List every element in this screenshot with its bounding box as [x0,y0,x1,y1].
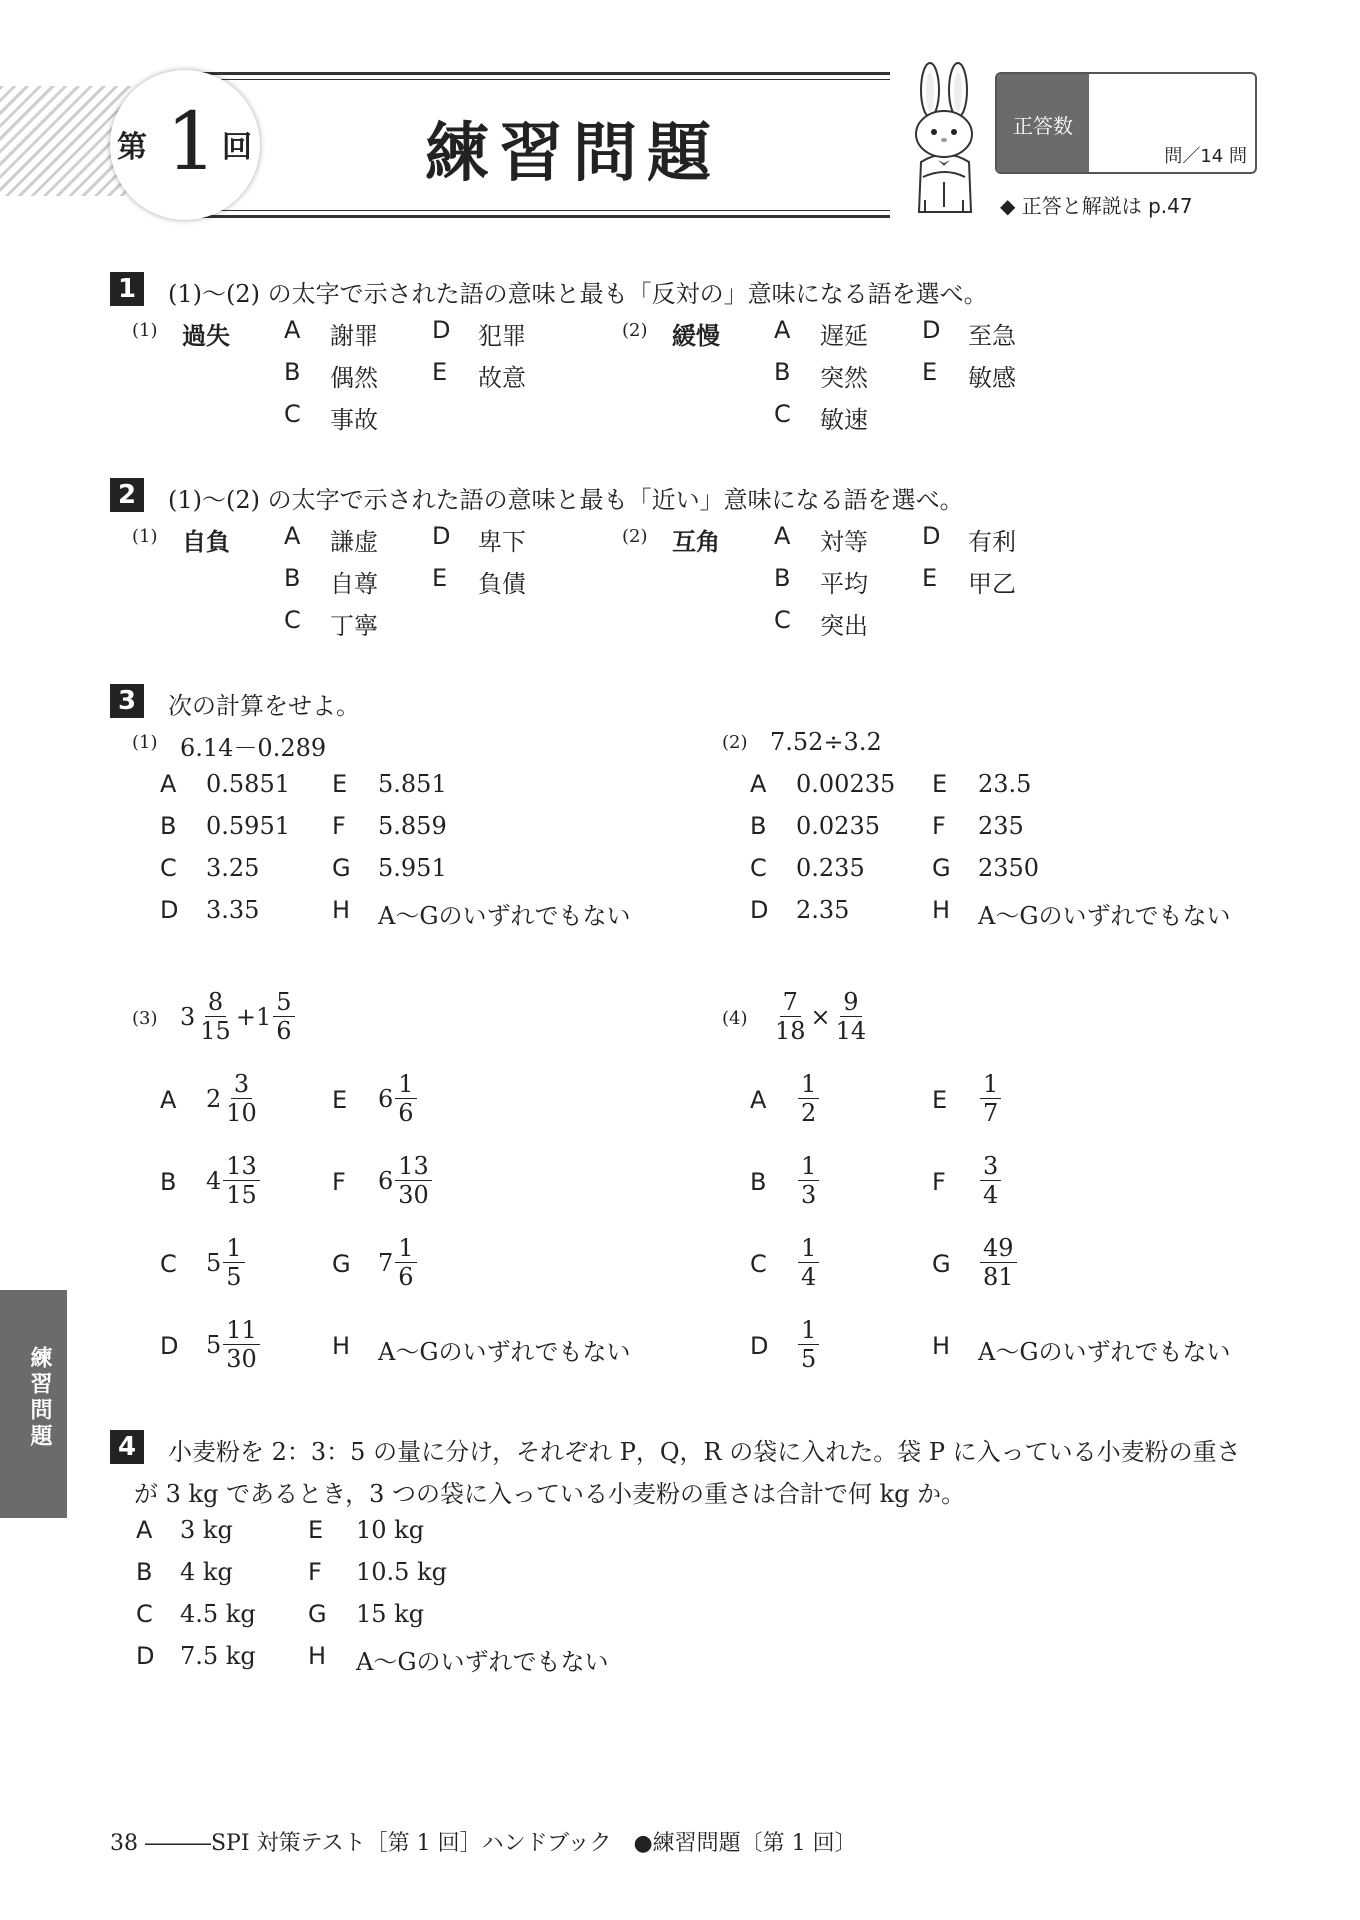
question-number-2: 2 [110,478,144,512]
option-text: A～Gのいずれでもない [378,902,631,930]
option-text: 遅延 [820,322,868,350]
numerator: 13 [223,1152,260,1181]
numerator: 1 [395,1234,416,1263]
option-text: 3.35 [206,896,260,924]
numerator: 1 [395,1070,416,1099]
option-letter: E [308,1516,324,1544]
option-letter: G [932,1250,951,1278]
option-letter: A [750,1086,767,1114]
option-letter: B [750,812,767,840]
option-text: 自尊 [330,570,378,598]
numerator: 11 [223,1316,260,1345]
option-fraction [978,1070,1003,1127]
fraction [223,1234,244,1291]
denominator: 30 [398,1181,429,1209]
fraction [980,1152,1001,1209]
option-mixed-fraction [206,1070,262,1127]
option-letter: C [750,854,767,882]
option-letter: H [932,896,951,924]
option-letter: B [160,1168,177,1196]
numerator: 3 [231,1070,252,1099]
option-letter: G [308,1600,327,1628]
page-title: 練習問題 [425,116,721,191]
option-letter: C [774,606,791,634]
denominator: 14 [835,1017,867,1045]
option-fraction [796,1316,821,1373]
fraction [980,1234,1017,1291]
denominator: 7 [983,1099,999,1127]
option-letter: B [774,564,791,592]
whole: 7 [378,1248,394,1277]
q3-sub3-expression [180,988,297,1045]
option-letter: G [332,854,351,882]
option-text: A～Gのいずれでもない [978,1338,1231,1366]
q1-sub2-word: 緩慢 [672,322,720,350]
q3-sub4-expression [770,988,871,1045]
option-letter: F [932,1168,946,1196]
option-text: 突然 [820,364,868,392]
fraction [798,1234,819,1291]
option-fraction [978,1234,1019,1291]
option-text: 丁寧 [330,612,378,640]
fraction [798,1152,819,1209]
option-text: 敏感 [968,364,1016,392]
option-text: A～Gのいずれでもない [378,1338,631,1366]
numerator: 7 [780,988,801,1017]
option-letter: B [284,564,301,592]
q2-sub1-label: (1) [132,526,158,547]
option-text: 10 kg [356,1516,425,1544]
question-number-3: 3 [110,684,144,718]
option-letter: C [160,854,177,882]
whole: 4 [206,1166,222,1195]
answer-reference: ◆ 正答と解説は p.47 [1000,194,1193,218]
question-3-instruction: 次の計算をせよ。 [168,692,360,720]
option-text: 3.25 [206,854,260,882]
option-text: 0.00235 [796,770,896,798]
option-mixed-fraction [378,1234,419,1291]
option-mixed-fraction [206,1316,262,1373]
option-text: 5.859 [378,812,447,840]
option-text: 偶然 [330,364,378,392]
denominator: 4 [801,1263,817,1291]
option-letter: F [932,812,946,840]
option-letter: C [774,400,791,428]
option-letter: F [308,1558,322,1586]
numerator: 8 [205,988,226,1017]
option-text: 有利 [968,528,1016,556]
option-letter: E [432,564,448,592]
round-suffix: 回 [222,130,252,165]
option-letter: H [332,1332,351,1360]
option-fraction [796,1070,821,1127]
option-letter: B [750,1168,767,1196]
expr-fraction [197,988,234,1045]
option-mixed-fraction [378,1152,434,1209]
numerator: 5 [273,988,294,1017]
option-letter: E [932,1086,948,1114]
fraction [798,1070,819,1127]
denominator: 18 [775,1017,806,1045]
fraction [798,1316,819,1373]
page-footer: 38 ―――SPI 対策テスト［第 1 回］ハンドブック ●練習問題〔第 1 回〕 [110,1831,857,1856]
option-letter: A [774,316,791,344]
option-text: 卑下 [478,528,526,556]
option-letter: B [136,1558,153,1586]
option-mixed-fraction [206,1234,247,1291]
option-letter: A [160,770,177,798]
option-fraction [796,1234,821,1291]
option-letter: B [160,812,177,840]
q2-sub2-label: (2) [622,526,648,547]
question-number-4: 4 [110,1430,144,1464]
option-letter: D [922,522,941,550]
option-letter: D [160,896,179,924]
denominator: 3 [801,1181,817,1209]
option-text: 235 [978,812,1024,840]
numerator: 13 [395,1152,432,1181]
question-4-text-line1: 小麦粉を 2：3：5 の量に分け，それぞれ P，Q，R の袋に入れた。袋 P に入っている小麦粉の重さ [168,1438,1241,1466]
option-text: 敏速 [820,406,868,434]
option-letter: D [136,1642,155,1670]
option-text: 10.5 kg [356,1558,447,1586]
denominator: 2 [801,1099,817,1127]
score-label: 正答数 [997,74,1089,172]
option-mixed-fraction [206,1152,262,1209]
whole: 6 [378,1166,394,1195]
option-letter: H [308,1642,327,1670]
option-text: 対等 [820,528,868,556]
fraction [980,1070,1001,1127]
q2-sub1-word: 自負 [182,528,230,556]
fraction [395,1070,416,1127]
whole: 6 [378,1084,394,1113]
denominator: 4 [983,1181,999,1209]
fraction [395,1234,416,1291]
option-text: 4 kg [180,1558,233,1586]
option-letter: D [750,1332,769,1360]
numerator: 1 [798,1152,819,1181]
expr-fraction [772,988,809,1045]
denominator: 10 [226,1099,257,1127]
question-2-instruction: (1)～(2) の太字で示された語の意味と最も「近い」意味になる語を選べ。 [168,486,964,514]
option-mixed-fraction [378,1070,419,1127]
option-letter: D [922,316,941,344]
option-letter: H [332,896,351,924]
option-letter: A [750,770,767,798]
numerator: 1 [798,1070,819,1099]
option-letter: E [922,358,938,386]
q3-sub1-expression: 6.14－0.289 [180,734,327,762]
option-text: 5.951 [378,854,447,882]
option-text: 23.5 [978,770,1032,798]
q2-sub2-word: 互角 [672,528,720,556]
option-letter: A [160,1086,177,1114]
expr-operator: × [810,1002,831,1031]
option-text: 7.5 kg [180,1642,256,1670]
whole: 5 [206,1330,222,1359]
option-letter: F [332,1168,346,1196]
round-number: 1 [166,95,217,188]
numerator: 1 [980,1070,1001,1099]
q3-sub4-label: (4) [722,1008,748,1029]
option-letter: E [932,770,948,798]
option-text: 0.5951 [206,812,290,840]
numerator: 9 [840,988,861,1017]
whole: 2 [206,1084,222,1113]
option-letter: E [922,564,938,592]
q1-sub2-label: (2) [622,320,648,341]
rabbit-mascot-icon [905,62,985,217]
option-text: 突出 [820,612,868,640]
option-text: 5.851 [378,770,447,798]
numerator: 1 [798,1316,819,1345]
numerator: 49 [980,1234,1017,1263]
option-letter: G [932,854,951,882]
expr-whole: 3 [180,1002,196,1031]
score-box [995,72,1257,174]
fraction [223,1152,260,1209]
option-text: 負債 [478,570,526,598]
q1-sub1-word: 過失 [182,322,230,350]
option-letter: A [774,522,791,550]
option-text: 4.5 kg [180,1600,256,1628]
option-fraction [978,1152,1003,1209]
option-letter: C [136,1600,153,1628]
denominator: 6 [398,1263,414,1291]
option-letter: B [774,358,791,386]
option-text: 2350 [978,854,1040,882]
option-letter: A [136,1516,153,1544]
option-text: A～Gのいずれでもない [978,902,1231,930]
option-letter: D [160,1332,179,1360]
option-text: 故意 [478,364,526,392]
option-text: 謙虚 [330,528,378,556]
option-text: 至急 [968,322,1016,350]
option-text: 0.235 [796,854,865,882]
question-number-1: 1 [110,272,144,306]
expr-fraction [833,988,870,1045]
expr-fraction [273,988,294,1045]
fraction [395,1152,432,1209]
denominator: 15 [226,1181,257,1209]
numerator: 1 [798,1234,819,1263]
option-letter: E [432,358,448,386]
question-4-text-line2: が 3 kg であるとき，3 つの袋に入っている小麦粉の重さは合計で何 kg か。 [134,1480,966,1508]
option-text: 謝罪 [330,322,378,350]
option-fraction [796,1152,821,1209]
option-letter: G [332,1250,351,1278]
option-letter: D [750,896,769,924]
denominator: 30 [226,1345,257,1373]
option-text: 0.0235 [796,812,880,840]
option-letter: F [332,812,346,840]
denominator: 6 [276,1017,292,1045]
q3-sub1-label: (1) [132,732,158,753]
denominator: 15 [200,1017,231,1045]
option-letter: A [284,522,301,550]
expr-operator: + [235,1002,256,1031]
option-text: 甲乙 [968,570,1016,598]
expr-whole: 1 [255,1002,272,1031]
q3-sub2-label: (2) [722,732,748,753]
option-text: 事故 [330,406,378,434]
option-letter: E [332,1086,348,1114]
option-letter: D [432,316,451,344]
side-tab-label: 練習問題 [27,1346,52,1450]
option-letter: H [932,1332,951,1360]
fraction [223,1316,260,1373]
option-text: 15 kg [356,1600,425,1628]
whole: 5 [206,1248,222,1277]
option-text: 犯罪 [478,322,526,350]
option-letter: C [284,400,301,428]
numerator: 3 [980,1152,1001,1181]
denominator: 6 [398,1099,414,1127]
round-prefix: 第 [117,130,147,165]
option-letter: A [284,316,301,344]
option-letter: B [284,358,301,386]
option-letter: E [332,770,348,798]
option-letter: C [284,606,301,634]
q3-sub2-expression: 7.52÷3.2 [770,728,882,756]
question-1-instruction: (1)～(2) の太字で示された語の意味と最も「反対の」意味になる語を選べ。 [168,280,988,308]
option-letter: C [750,1250,767,1278]
option-letter: C [160,1250,177,1278]
option-text: 0.5851 [206,770,290,798]
score-unit: 問／14 問 [1164,146,1247,167]
option-text: 平均 [820,570,868,598]
q3-sub3-label: (3) [132,1008,158,1029]
option-text: A～Gのいずれでもない [356,1648,609,1676]
option-text: 3 kg [180,1516,233,1544]
denominator: 81 [983,1263,1014,1291]
option-letter: D [432,522,451,550]
numerator: 1 [223,1234,244,1263]
q1-sub1-label: (1) [132,320,158,341]
option-text: 2.35 [796,896,850,924]
fraction [223,1070,260,1127]
denominator: 5 [801,1345,817,1373]
denominator: 5 [226,1263,242,1291]
